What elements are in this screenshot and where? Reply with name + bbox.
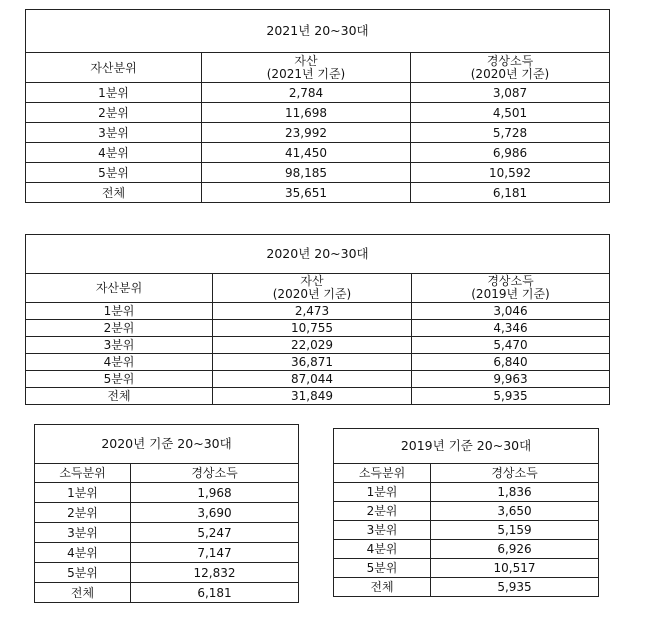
table-row — [35, 483, 299, 503]
table-cell: 5,470 — [412, 337, 610, 354]
header-current-income: 경상소득 (2019년 기준) — [412, 274, 610, 303]
table-cell: 6,181 — [131, 583, 299, 603]
table-row — [26, 123, 610, 143]
table-cell: 전체 — [334, 578, 431, 597]
table-cell: 1분위 — [334, 483, 431, 502]
header-current-income: 경상소득 (2020년 기준) — [411, 53, 610, 83]
table-cell: 6,840 — [412, 354, 610, 371]
table-income-quintile-2019 — [333, 428, 599, 597]
header-current-income: 경상소득 — [431, 464, 599, 483]
table-cell: 1,968 — [131, 483, 299, 503]
table-cell: 5,935 — [431, 578, 599, 597]
table-cell: 5분위 — [26, 163, 202, 183]
table-cell: 3분위 — [26, 123, 202, 143]
table-cell: 4분위 — [334, 540, 431, 559]
table-cell: 41,450 — [202, 143, 411, 163]
table-cell: 9,963 — [412, 371, 610, 388]
table-row — [26, 320, 610, 337]
table-cell: 2분위 — [26, 320, 213, 337]
table-row — [334, 521, 599, 540]
table-cell: 2분위 — [334, 502, 431, 521]
table-cell: 5,159 — [431, 521, 599, 540]
table-row — [26, 103, 610, 123]
table-cell: 31,849 — [213, 388, 412, 405]
table-title: 2019년 기준 20~30대 — [334, 429, 599, 464]
table-cell: 5분위 — [334, 559, 431, 578]
table-cell: 11,698 — [202, 103, 411, 123]
table-row — [26, 354, 610, 371]
table-cell: 10,592 — [411, 163, 610, 183]
table-row — [35, 563, 299, 583]
table-cell: 전체 — [26, 183, 202, 203]
table-row-total — [334, 578, 599, 597]
table-row — [334, 502, 599, 521]
table-cell: 3분위 — [334, 521, 431, 540]
table-cell: 7,147 — [131, 543, 299, 563]
table-cell: 1분위 — [35, 483, 131, 503]
table-cell: 전체 — [35, 583, 131, 603]
table-cell: 3,087 — [411, 83, 610, 103]
table-cell: 5분위 — [26, 371, 213, 388]
table-cell: 1분위 — [26, 83, 202, 103]
table-cell: 10,755 — [213, 320, 412, 337]
table-row — [334, 540, 599, 559]
table-cell: 1분위 — [26, 303, 213, 320]
table-cell: 12,832 — [131, 563, 299, 583]
table-cell: 5,935 — [412, 388, 610, 405]
table-cell: 6,181 — [411, 183, 610, 203]
header-income-quintile: 소득분위 — [334, 464, 431, 483]
table-cell: 5분위 — [35, 563, 131, 583]
table-cell: 5,728 — [411, 123, 610, 143]
table-cell: 3분위 — [35, 523, 131, 543]
table-row — [26, 337, 610, 354]
table-row — [26, 143, 610, 163]
table-row — [334, 559, 599, 578]
table-cell: 4,501 — [411, 103, 610, 123]
table-row — [26, 163, 610, 183]
table-row — [35, 543, 299, 563]
table-2021-assets-income — [25, 9, 610, 203]
table-row-total — [26, 388, 610, 405]
table-cell: 3,650 — [431, 502, 599, 521]
table-cell: 6,986 — [411, 143, 610, 163]
table-cell: 10,517 — [431, 559, 599, 578]
table-cell: 2,784 — [202, 83, 411, 103]
table-row — [334, 483, 599, 502]
table-cell: 1,836 — [431, 483, 599, 502]
table-cell: 36,871 — [213, 354, 412, 371]
table-title: 2020년 20~30대 — [26, 235, 610, 274]
table-cell: 4분위 — [35, 543, 131, 563]
table-cell: 2분위 — [26, 103, 202, 123]
table-cell: 22,029 — [213, 337, 412, 354]
table-row — [26, 303, 610, 320]
table-cell: 6,926 — [431, 540, 599, 559]
table-cell: 23,992 — [202, 123, 411, 143]
table-row — [26, 83, 610, 103]
table-cell: 4분위 — [26, 143, 202, 163]
table-cell: 4분위 — [26, 354, 213, 371]
table-cell: 3,046 — [412, 303, 610, 320]
header-asset-quintile: 자산분위 — [26, 274, 213, 303]
table-2020-assets-income — [25, 234, 610, 405]
table-cell: 3,690 — [131, 503, 299, 523]
table-cell: 4,346 — [412, 320, 610, 337]
table-title: 2021년 20~30대 — [26, 10, 610, 53]
header-current-income: 경상소득 — [131, 464, 299, 483]
table-title: 2020년 기준 20~30대 — [35, 425, 299, 464]
header-assets: 자산 (2021년 기준) — [202, 53, 411, 83]
header-income-quintile: 소득분위 — [35, 464, 131, 483]
table-row-total — [26, 183, 610, 203]
table-cell: 87,044 — [213, 371, 412, 388]
table-cell: 98,185 — [202, 163, 411, 183]
table-cell: 2분위 — [35, 503, 131, 523]
table-cell: 2,473 — [213, 303, 412, 320]
table-row — [35, 523, 299, 543]
header-assets: 자산 (2020년 기준) — [213, 274, 412, 303]
table-cell: 5,247 — [131, 523, 299, 543]
table-income-quintile-2020 — [34, 424, 299, 603]
table-row-total — [35, 583, 299, 603]
table-cell: 전체 — [26, 388, 213, 405]
table-row — [35, 503, 299, 523]
header-asset-quintile: 자산분위 — [26, 53, 202, 83]
table-cell: 35,651 — [202, 183, 411, 203]
table-row — [26, 371, 610, 388]
table-cell: 3분위 — [26, 337, 213, 354]
